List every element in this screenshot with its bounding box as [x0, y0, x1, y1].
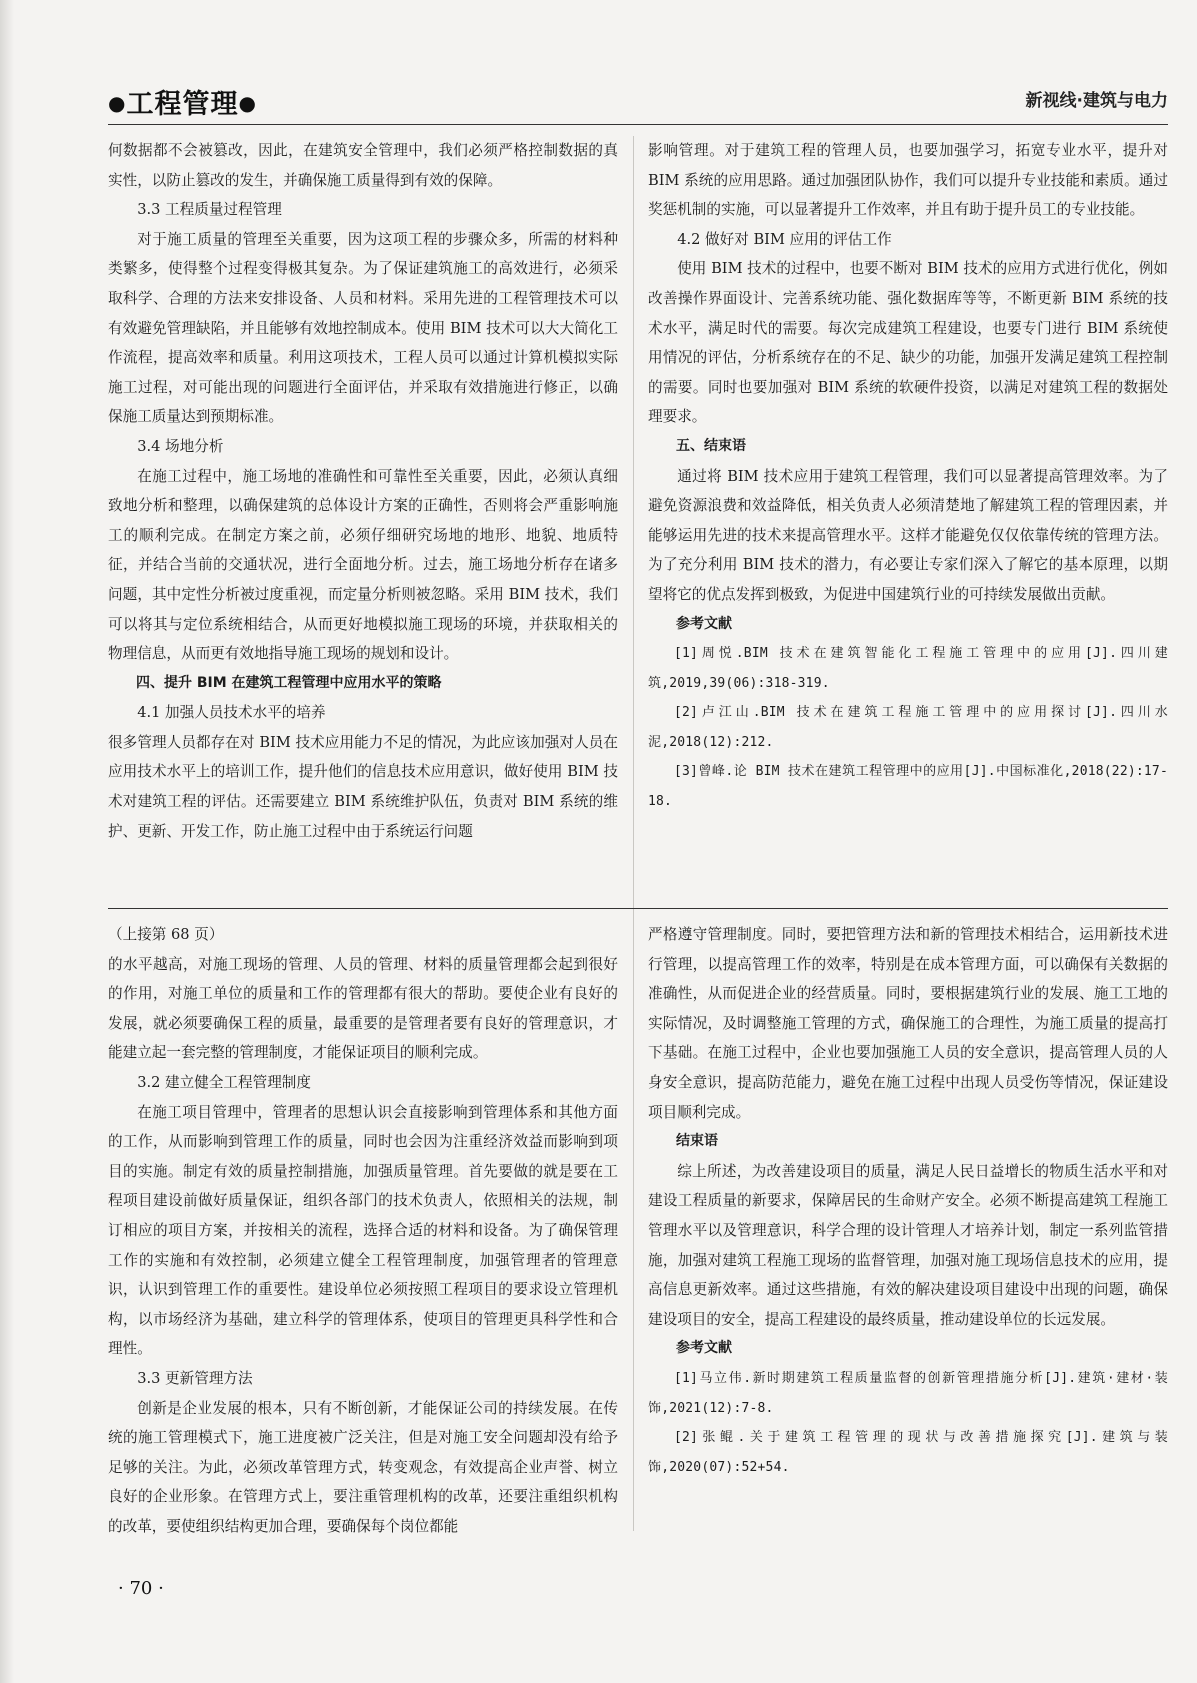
article-column-bottom-right — [648, 920, 1168, 1482]
subsection-heading: 3.2 建立健全工程管理制度 — [137, 1073, 311, 1091]
paragraph: 的水平越高，对施工现场的管理、人员的管理、材料的质量管理都会起到很好的作用，对施工单位的质量和工作的管理都有很大的帮助。要使企业有良好的发展，就必须要确保工程的质量，最重要的是管理者要有良好的管理意识，才能建立起一套完整的管理制度，才能保证项目的顺利完成。 — [108, 955, 618, 1062]
paragraph: 通过将 BIM 技术应用于建筑工程管理，我们可以显著提高管理效率。为了避免资源浪费和效益降低，相关负责人必须清楚地了解建筑工程的管理因素，并能够运用先进的技术来提高管理水平。这样才能避免仅仅依靠传统的管理方法。为了充分利用 BIM 技术的潜力，有必要让专家们深入了解它的基本原理，以期望将它的优点发挥到极致，为促进中国建筑行业的可持续发展做出贡献。 — [648, 467, 1168, 603]
paragraph: 很多管理人员都存在对 BIM 技术应用能力不足的情况，为此应该加强对人员在应用技术水平上的培训工作，提升他们的信息技术应用意识，做好使用 BIM 技术对建筑工程的评估。还需要建立 BIM 系统维护队伍，负责对 BIM 系统的维护、更新、开发工作，防止施工过程中由于系统运行问题 — [108, 733, 618, 840]
reference-item: [2]卢江山.BIM 技术在建筑工程施工管理中的应用探讨[J].四川水泥,2018(12):212. — [648, 705, 1168, 750]
subsection-heading: 3.4 场地分析 — [137, 437, 224, 455]
subsection-heading: 4.1 加强人员技术水平的培养 — [137, 704, 326, 722]
reference-item: [1]周悦.BIM 技术在建筑智能化工程施工管理中的应用[J].四川建筑,2019,39(06):318-319. — [648, 646, 1168, 691]
continued-text: 何数据都不会被篡改，因此，在建筑安全管理中，我们必须严格控制数据的真实性，以防止篡改的发生，并确保施工质量得到有效的保障。 — [108, 142, 618, 189]
subsection-heading: 3.3 更新管理方法 — [137, 1369, 253, 1387]
paragraph: 在施工项目管理中，管理者的思想认识会直接影响到管理体系和其他方面的工作，从而影响到管理工作的质量，同时也会因为注重经济效益而影响到项目的实施。制定有效的质量控制措施，加强质量管理。首先要做的就是要在工程项目建设前做好质量保证，组织各部门的技术负责人，依照相关的法规，制订相应的项目方案，并按相关的流程，选择合适的材料和设备。为了确保管理工作的实施和有效控制，必须建立健全工程管理制度，加强管理者的管理意识，认识到管理工作的重要性。建设单位必须按照工程项目的要求设立管理机构，以市场经济为基础，建立科学的管理体系，使项目的管理更具科学性和合理性。 — [108, 1103, 618, 1358]
section-heading: 参考文献 — [676, 1340, 732, 1357]
column-divider — [633, 136, 634, 1531]
section-heading: 参考文献 — [676, 615, 732, 632]
page-binding-shadow — [0, 0, 14, 1683]
article-column-bottom-left — [108, 920, 618, 1541]
article-separator-rule — [108, 908, 1168, 909]
subsection-heading: 4.2 做好对 BIM 应用的评估工作 — [677, 230, 892, 248]
continued-text: 严格遵守管理制度。同时，要把管理方法和新的管理技术相结合，运用新技术进行管理，以提高管理工作的效率，特别是在成本管理方面，可以确保有关数据的准确性，从而促进企业的经营质量。同时，要根据建筑行业的发展、施工工地的实际情况，及时调整施工管理的方式，确保施工的合理性，为施工质量的提高打下基础。在施工过程中，企业也要加强施工人员的安全意识，提高管理人员的人身安全意识，提高防范能力，避免在施工过程中出现人员受伤等情况，保证建设项目顺利完成。 — [648, 926, 1168, 1121]
magazine-title: 新视线·建筑与电力 — [1025, 91, 1168, 111]
section-heading: 结束语 — [676, 1133, 718, 1150]
section-heading: 五、结束语 — [676, 437, 746, 454]
subsection-heading: 3.3 工程质量过程管理 — [137, 201, 282, 219]
paragraph: 创新是企业发展的根本，只有不断创新，才能保证公司的持续发展。在传统的施工管理模式下，施工进度被广泛关注，但是对施工安全问题却没有给予足够的关注。为此，必须改革管理方式，转变观念，有效提高企业声誉、树立良好的企业形象。在管理方式上，要注重管理机构的改革，还要注重组织机构的改革，要使组织结构更加合理，要确保每个岗位都能 — [108, 1399, 618, 1535]
article-column-top-left — [108, 136, 618, 846]
continued-text: 影响管理。对于建筑工程的管理人员，也要加强学习，拓宽专业水平，提升对 BIM 系统的应用思路。通过加强团队协作，我们可以提升专业技能和素质。通过奖惩机制的实施，可以显著提升工作效率，并且有助于提升员工的专业技能。 — [648, 142, 1168, 219]
page-header — [108, 82, 1168, 122]
paragraph: 使用 BIM 技术的过程中，也要不断对 BIM 技术的应用方式进行优化，例如改善操作界面设计、完善系统功能、强化数据库等等，不断更新 BIM 系统的技术水平，满足时代的需要。每次完成建筑工程建设，也要专门进行 BIM 系统使用情况的评估，分析系统存在的不足、缺少的功能，加强开发满足建筑工程控制的需要。同时也要加强对 BIM 系统的软硬件投资，以满足对建筑工程的数据处理要求。 — [648, 260, 1168, 426]
continued-text: （上接第 68 页） — [108, 926, 224, 943]
reference-item: [2]张鲲.关于建筑工程管理的现状与改善措施探究[J].建筑与装饰,2020(07):52+54. — [648, 1430, 1168, 1475]
paragraph: 在施工过程中，施工场地的准确性和可靠性至关重要，因此，必须认真细致地分析和整理，以确保建筑的总体设计方案的正确性，否则将会严重影响施工的顺利完成。在制定方案之前，必须仔细研究场地的地形、地貌、地质特征，并结合当前的交通状况，进行全面地分析。过去，施工场地分析存在诸多问题，其中定性分析被过度重视，而定量分析则被忽略。采用 BIM 技术，我们可以将其与定位系统相结合，从而更好地模拟施工现场的环境，并获取相关的物理信息，从而更有效地指导施工现场的规划和设计。 — [108, 467, 618, 663]
page-number: · 70 · — [118, 1578, 164, 1599]
reference-item: [1]马立伟.新时期建筑工程质量监督的创新管理措施分析[J].建筑·建材·装饰,2021(12):7-8. — [648, 1370, 1168, 1416]
paragraph: 对于施工质量的管理至关重要，因为这项工程的步骤众多，所需的材料种类繁多，使得整个过程变得极其复杂。为了保证建筑施工的高效进行，必须采取科学、合理的方法来安排设备、人员和材料。采用先进的工程管理技术可以有效避免管理缺陷，并且能够有效地控制成本。使用 BIM 技术可以大大简化工作流程，提高效率和质量。利用这项技术，工程人员可以通过计算机模拟实际施工过程，对可能出现的问题进行全面评估，并采取有效措施进行修正，以确保施工质量达到预期标准。 — [108, 230, 618, 426]
section-heading: 四、提升 BIM 在建筑工程管理中应用水平的策略 — [136, 674, 442, 691]
section-title: ●工程管理● — [108, 89, 257, 120]
header-rule — [108, 124, 1168, 125]
paragraph: 综上所述，为改善建设项目的质量，满足人民日益增长的物质生活水平和对建设工程质量的新要求，保障居民的生命财产安全。必须不断提高建筑工程施工管理水平以及管理意识，科学合理的设计管理人才培养计划，制定一系列监管措施，加强对建筑工程施工现场的监督管理，加强对施工现场信息技术的应用，提高信息更新效率。通过这些措施，有效的解决建设项目建设中出现的问题，确保建设项目的安全，提高工程建设的最终质量，推动建设单位的长远发展。 — [648, 1162, 1168, 1328]
reference-item: [3]曾峰.论 BIM 技术在建筑工程管理中的应用[J].中国标准化,2018(22):17-18. — [648, 764, 1168, 810]
article-column-top-right — [648, 136, 1168, 817]
